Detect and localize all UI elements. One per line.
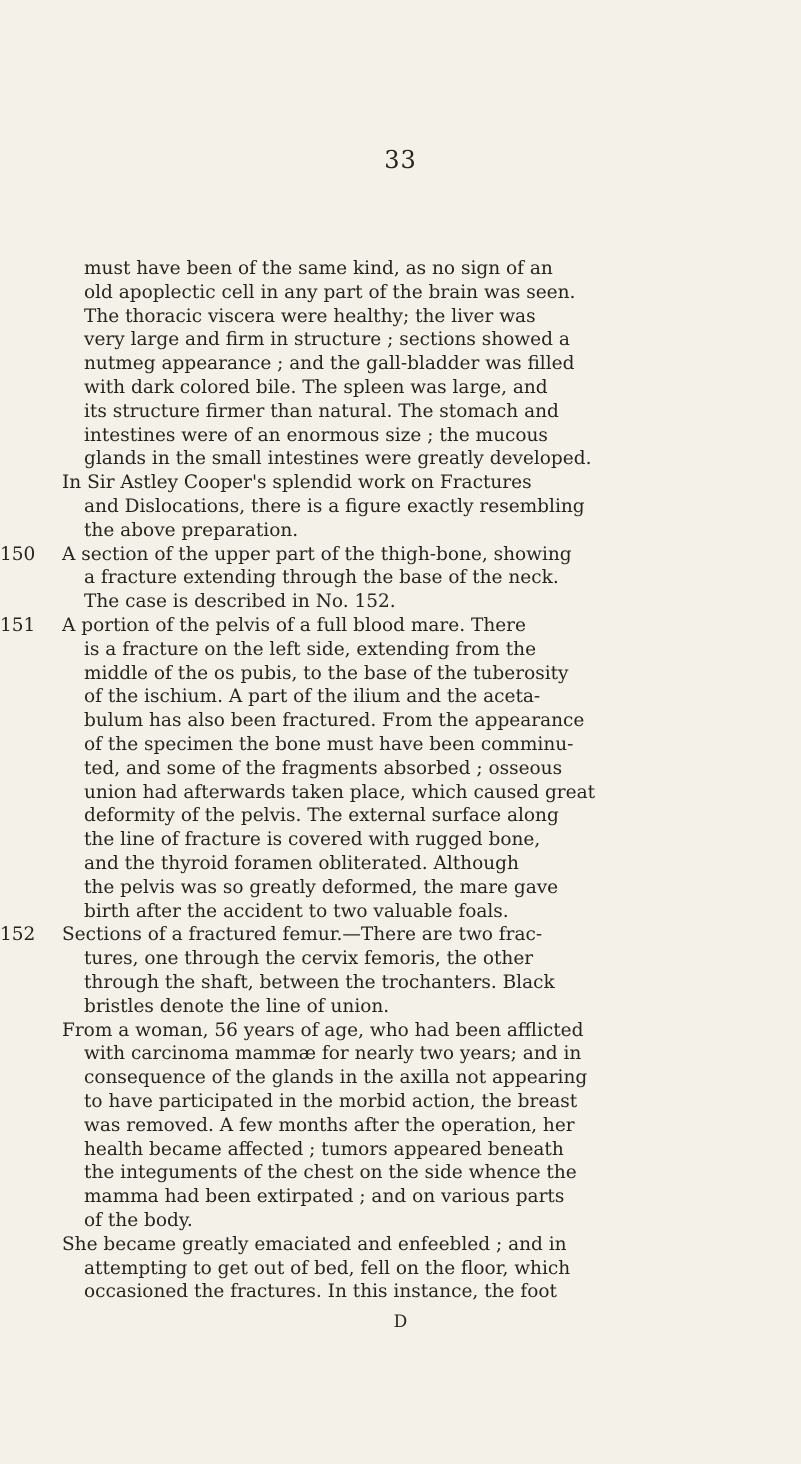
text-line: union had afterwards taken place, which caused great [84, 781, 596, 803]
text-line: From a woman, 56 years of age, who had been afflicted [62, 1019, 584, 1041]
text-line: and the thyroid foramen obliterated. Although [84, 853, 519, 874]
catalogue-number: 150 [0, 543, 36, 565]
catalogue-number: 152 [0, 924, 36, 946]
text-line: A section of the upper part of the thigh-bone, showing [62, 543, 572, 565]
text-line: The case is described in No. 152. [84, 591, 396, 613]
text-line: is a fracture on the left side, extending from the [84, 638, 537, 660]
text-line: glands in the small intestines were greatly developed. [84, 448, 592, 470]
text-line: mamma had been extirpated ; and on various parts [84, 1186, 565, 1208]
text-line: the integuments of the chest on the side whence the [84, 1162, 577, 1184]
text-line: A portion of the pelvis of a full blood mare. There [62, 615, 526, 636]
text-line: attempting to get out of bed, fell on the floor, which [84, 1257, 571, 1279]
text-line: was removed. A few months after the operation, her [84, 1114, 575, 1136]
text-line: the pelvis was so greatly deformed, the mare gave [84, 876, 559, 898]
text-line: She became greatly emaciated and enfeebled ; and in [62, 1233, 567, 1255]
text-line: bristles denote the line of union. [84, 995, 390, 1017]
text-line: Sections of a fractured femur.—There are two frac- [62, 924, 543, 946]
text-line: of the ischium. A part of the ilium and the aceta- [84, 686, 541, 708]
text-line: must have been of the same kind, as no sign of an [84, 258, 553, 279]
text-line: a fracture extending through the base of the neck. [84, 567, 559, 589]
text-line: the line of fracture is covered with rugged bone, [84, 829, 541, 851]
text-line: intestines were of an enormous size ; the mucous [84, 424, 548, 446]
text-line: old apoplectic cell in any part of the brain was seen. [84, 281, 576, 303]
text-line: consequence of the glands in the axilla not appearing [84, 1067, 588, 1089]
text-line: occasioned the fractures. In this instance, the foot [84, 1281, 557, 1303]
text-line: ted, and some of the fragments absorbed ; osseous [84, 757, 563, 779]
text-line: with dark colored bile. The spleen was large, and [84, 377, 548, 398]
text-line: very large and firm in structure ; sections showed a [84, 329, 570, 351]
text-line: nutmeg appearance ; and the gall-bladder was filled [84, 353, 575, 375]
page-number: 33 [384, 146, 417, 174]
text-line: of the specimen the bone must have been comminu- [84, 734, 574, 755]
text-line: with carcinoma mammæ for nearly two years; and in [84, 1043, 582, 1065]
text-line: tures, one through the cervix femoris, the other [84, 948, 534, 970]
text-line: bulum has also been fractured. From the appearance [84, 710, 585, 732]
text-line: health became affected ; tumors appeared beneath [84, 1138, 564, 1160]
signature-mark: D [393, 1312, 408, 1332]
text-line: through the shaft, between the trochanters. Black [84, 972, 555, 993]
text-line: birth after the accident to two valuable foals. [84, 900, 509, 922]
text-line: of the body. [84, 1210, 193, 1231]
text-line: In Sir Astley Cooper's splendid work on Fractures [62, 472, 532, 494]
text-line: and Dislocations, there is a figure exactly resembling [84, 496, 585, 517]
text-line: deformity of the pelvis. The external surface along [84, 805, 559, 827]
text-line: the above preparation. [84, 519, 299, 541]
text-line: middle of the os pubis, to the base of the tuberosity [84, 662, 569, 684]
text-line: its structure firmer than natural. The stomach and [84, 400, 559, 422]
catalogue-number: 151 [0, 615, 36, 636]
text-line: The thoracic viscera were healthy; the liver was [84, 305, 536, 327]
text-line: to have participated in the morbid action, the breast [84, 1091, 578, 1112]
